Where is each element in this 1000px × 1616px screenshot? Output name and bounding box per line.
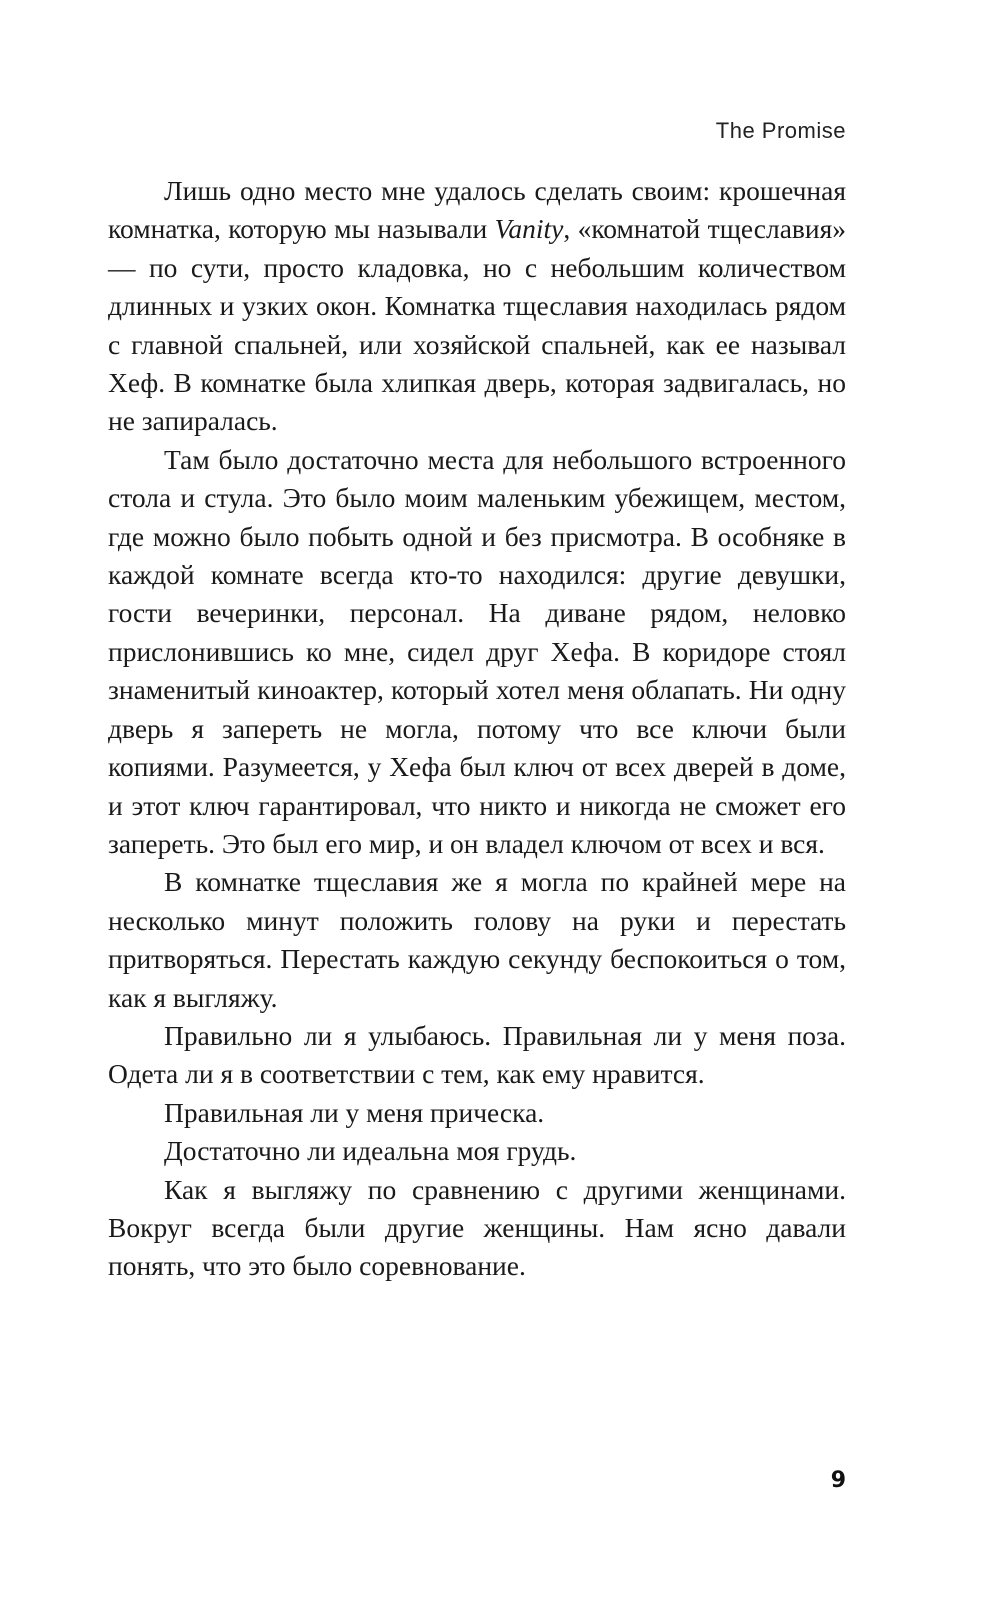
body-text: [108, 172, 846, 1286]
paragraph-1: [108, 172, 846, 441]
paragraph-7: Как я выгляжу по сравнению с другими женщинами. Вокруг всегда были другие женщины. Нам ясно давали понять, что это было соревнование.: [108, 1173, 846, 1282]
page-number: 9: [830, 1468, 846, 1493]
paragraph-4: Правильно ли я улыбаюсь. Правильная ли у меня поза. Одета ли я в соответствии с тем, как ему нравится.: [108, 1019, 846, 1090]
paragraph-1-start: Лишь одно место мне удалось сделать своим: крошечная комнатка, которую мы называли: [108, 175, 846, 245]
paragraph-5: Правильная ли у меня прическа.: [164, 1096, 545, 1128]
paragraph-1-end: , «комнатой тщеславия» — по сути, просто кладовка, но с небольшим количеством длинных и узких окон. Комнатка тщеславия находилась рядом с главной спальней, или хозяйской спальней, как ее называл Хеф. В комнатке была хлипкая дверь, которая задвигалась, но не запиралась.: [108, 213, 846, 437]
paragraph-2: Там было достаточно места для небольшого встроенного стола и стула. Это было моим маленьким убежищем, местом, где можно было побыть одной и без присмотра. В особняке в каждой комнате всегда кто-то находился: другие девушки, гости вечеринки, персонал. На диване рядом, неловко прислонившись ко мне, сидел друг Хефа. В коридоре стоял знаменитый киноактер, который хотел меня облапать. Ни одну дверь я запереть не могла, потому что все ключи были копиями. Разумеется, у Хефа был ключ от всех дверей в доме, и этот ключ гарантировал, что никто и никогда не сможет его запереть. Это был его мир, и он владел ключом от всех и вся.: [108, 443, 846, 859]
running-head: The Promise: [715, 118, 846, 143]
paragraph-3: В комнатке тщеславия же я могла по крайней мере на несколько минут положить голову на руки и перестать притворяться. Перестать каждую секунду беспокоиться о том, как я выгляжу.: [108, 866, 846, 1013]
italic-word-vanity: Vanity: [494, 213, 564, 245]
paragraph-6: Достаточно ли идеальна моя грудь.: [164, 1135, 577, 1167]
